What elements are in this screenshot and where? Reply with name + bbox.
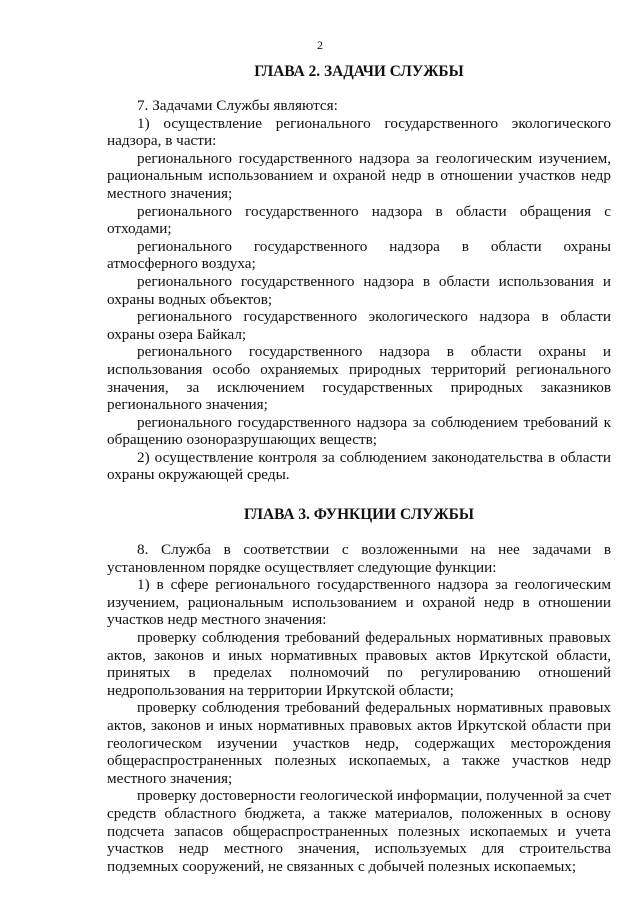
paragraph: регионального государственного экологического надзора в области охраны озера Байкал; (107, 308, 611, 343)
chapter-3-title: ГЛАВА 3. ФУНКЦИИ СЛУЖБЫ (244, 506, 474, 524)
paragraph: 2) осуществление контроля за соблюдением законодательства в области охраны окружающей среды. (107, 448, 611, 484)
paragraph: регионального государственного надзора в области охраны и использования особо охраняемых природных территорий регионального значения, за исключением государственных природных заказников регионального значения; (107, 343, 611, 414)
paragraph: регионального государственного надзора в области использования и охраны водных объектов; (107, 272, 611, 308)
paragraph: регионального государственного надзора за геологическим изучением, рациональным использованием и охраной недр в отношении участков недр местного значения; (107, 149, 611, 202)
paragraph: проверку соблюдения требований федеральных нормативных правовых актов, законов и иных нормативных правовых актов Иркутской области при геологическом изучении участков недр, содержащих месторождения общераспространенных полезных ископаемых, а также участков недр местного значения; (107, 699, 611, 787)
paragraph: регионального государственного надзора в области охраны атмосферного воздуха; (107, 237, 611, 273)
document-body (107, 60, 611, 875)
paragraph: проверку достоверности геологической информации, полученной за счет средств областного бюджета, а также материалов, положенных в основу подсчета запасов общераспространенных полезных ископаемых и учета участков недр местного значения, используемых для строительства подземных сооружений, не связанных с добычей полезных ископаемых; (107, 787, 612, 875)
chapter-3-body (107, 541, 611, 875)
paragraph: регионального государственного надзора в области обращения с отходами; (107, 202, 611, 238)
chapter-2-body (107, 97, 611, 484)
page-number: 2 (317, 38, 323, 52)
paragraph: регионального государственного надзора за соблюдением требований к обращению озоноразрушающих веществ; (107, 413, 611, 449)
paragraph: 1) в сфере регионального государственного надзора за геологическим изучением, рациональным использованием и охраной недр в отношении участков недр местного значения: (107, 576, 611, 629)
paragraph: 8. Служба в соответствии с возложенными на нее задачами в установленном порядке осуществляет следующие функции: (107, 541, 611, 576)
paragraph: проверку соблюдения требований федеральных нормативных правовых актов, законов и иных нормативных правовых актов Иркутской области, принятых в пределах полномочий по регулированию отношений недропользования на территории Иркутской области; (107, 629, 611, 699)
paragraph: 1) осуществление регионального государственного экологического надзора, в части: (107, 114, 611, 150)
paragraph: 7. Задачами Службы являются: (137, 97, 338, 114)
chapter-2-title: ГЛАВА 2. ЗАДАЧИ СЛУЖБЫ (254, 63, 464, 80)
